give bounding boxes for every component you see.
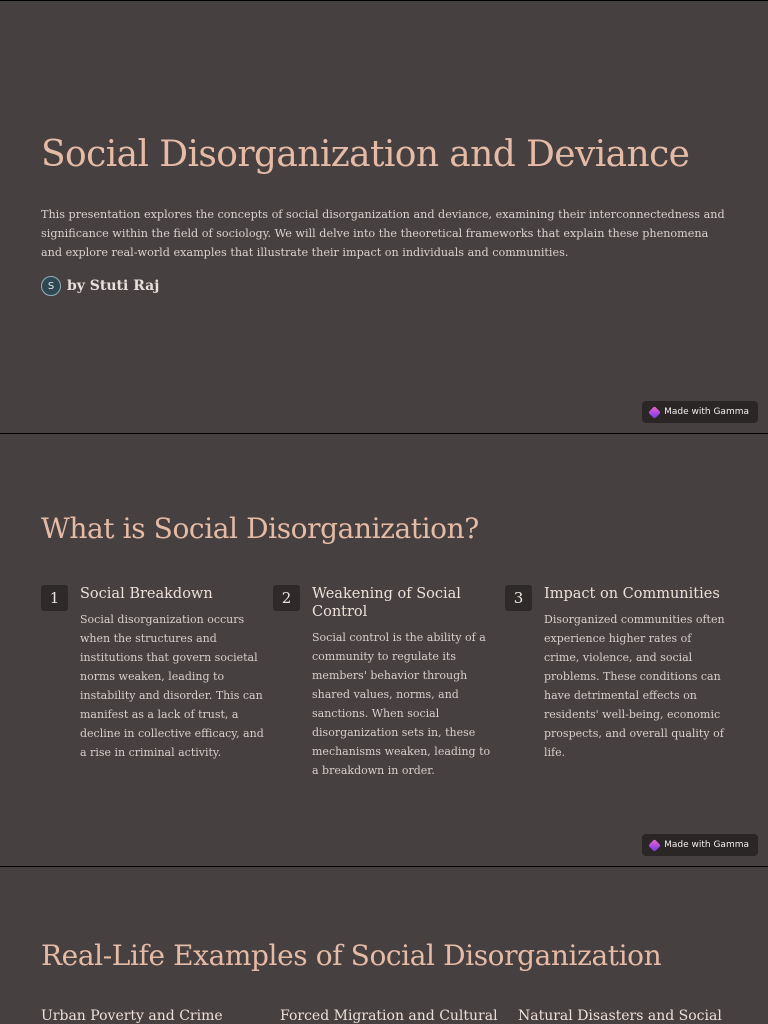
example-title: Forced Migration and Cultural bbox=[280, 1008, 498, 1024]
made-with-gamma-badge[interactable] bbox=[642, 834, 758, 856]
made-with-gamma-badge[interactable] bbox=[642, 401, 758, 423]
point-body: Disorganized communities often experience higher rates of crime, violence, and social problems. These conditions can have detrimental effects on residents' well-being, economic prospects, and overall quality of life. bbox=[544, 613, 725, 759]
slide-title: Real-Life Examples of Social Disorganization bbox=[41, 939, 662, 972]
slide-title: What is Social Disorganization? bbox=[41, 512, 479, 545]
slide-description: This presentation explores the concepts of social disorganization and deviance, examining their interconnectedness and significance within the field of sociology. We will delve into the theoretical frameworks that explain these phenomena and explore real-world examples that illustrate their impact on individuals and communities. bbox=[41, 208, 725, 259]
point-body: Social control is the ability of a community to regulate its members' behavior through shared values, norms, and sanctions. When social disorganization sets in, these mechanisms weaken, leading to a breakdown in order. bbox=[312, 631, 491, 777]
example-title: Urban Poverty and Crime bbox=[41, 1008, 223, 1024]
gamma-logo-icon bbox=[648, 406, 661, 419]
slide-examples bbox=[0, 867, 768, 1024]
slide-what-is bbox=[0, 434, 768, 866]
point-number: 3 bbox=[505, 585, 532, 611]
point-number: 1 bbox=[41, 585, 68, 611]
badge-label: Made with Gamma bbox=[664, 840, 749, 850]
slide-intro bbox=[0, 1, 768, 433]
point-title: Weakening of Social Control bbox=[312, 586, 461, 620]
badge-label: Made with Gamma bbox=[664, 407, 749, 417]
point-title: Social Breakdown bbox=[80, 586, 213, 602]
slide-title: Social Disorganization and Deviance bbox=[41, 134, 690, 175]
point-body: Social disorganization occurs when the structures and institutions that govern societal norms weaken, leading to instability and disorder. This can manifest as a lack of trust, a decline in collective efficacy, and a rise in criminal activity. bbox=[80, 613, 264, 759]
example-title: Natural Disasters and Social bbox=[518, 1008, 722, 1024]
avatar: S bbox=[41, 276, 61, 296]
author-byline bbox=[41, 275, 159, 297]
gamma-logo-icon bbox=[648, 839, 661, 852]
point-number: 2 bbox=[273, 585, 300, 611]
point-title: Impact on Communities bbox=[544, 586, 720, 602]
author-name: by Stuti Raj bbox=[67, 278, 160, 294]
